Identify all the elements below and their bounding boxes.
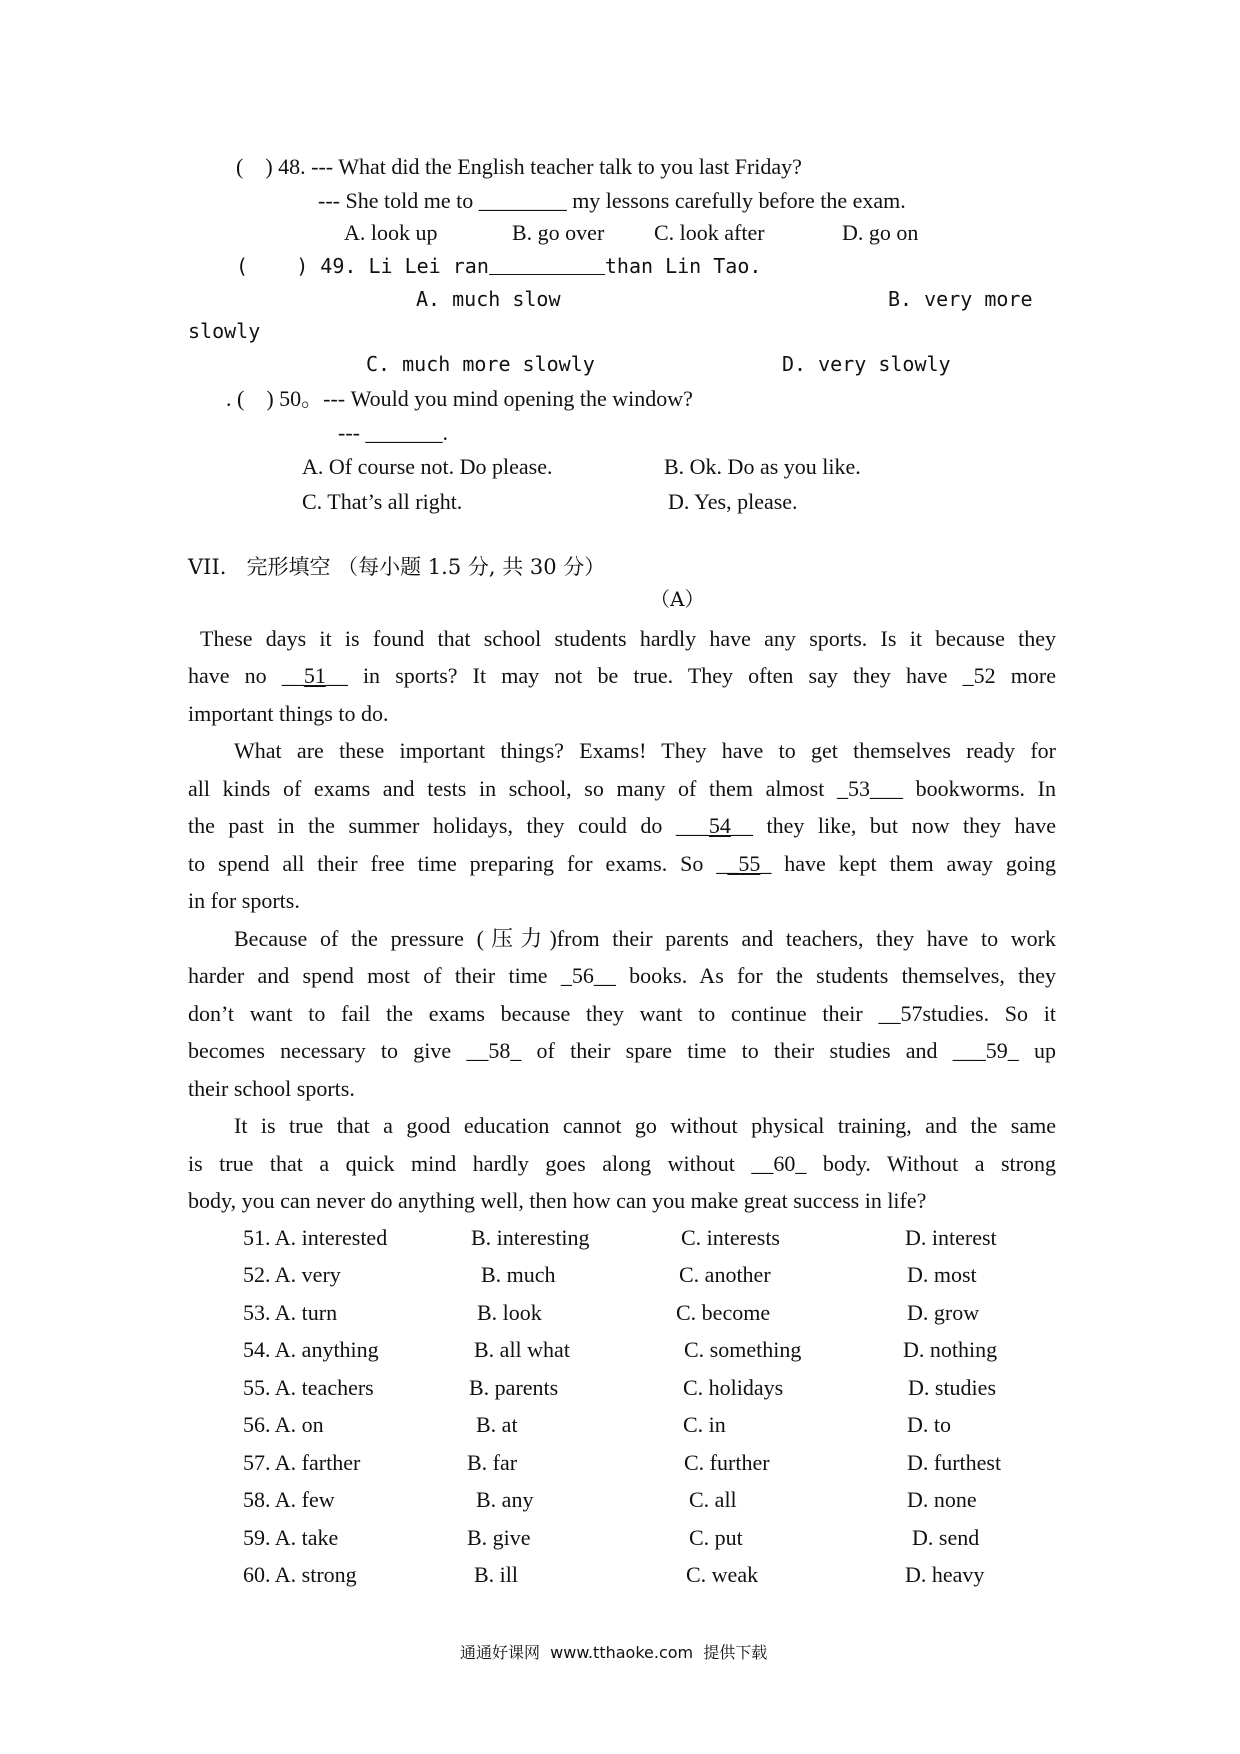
q49-option-b-wrap: slowly bbox=[188, 319, 261, 343]
option-57-b: B. far bbox=[467, 1450, 518, 1475]
option-60-d: D. heavy bbox=[905, 1562, 985, 1587]
option-56-d: D. to bbox=[907, 1412, 951, 1437]
passage-line: important things to do. bbox=[188, 701, 389, 726]
option-55-d: D. studies bbox=[908, 1375, 996, 1400]
option-59-b: B. give bbox=[467, 1525, 531, 1550]
option-59-a: 59. A. take bbox=[243, 1525, 339, 1550]
option-53-d: D. grow bbox=[907, 1300, 980, 1325]
option-57-c: C. further bbox=[684, 1450, 770, 1475]
q50-answer-line: --- _______. bbox=[338, 420, 448, 445]
q50-option-d: D. Yes, please. bbox=[668, 489, 798, 514]
passage-line: These days it is found that school students hardly have any sports. Is it because they bbox=[200, 626, 1056, 651]
q49-prefix: ( ) 49. Li Lei ran bbox=[236, 254, 489, 278]
q50-option-a: A. Of course not. Do please. bbox=[302, 454, 553, 479]
option-54-b: B. all what bbox=[474, 1337, 570, 1362]
option-60-c: C. weak bbox=[686, 1562, 759, 1587]
q49-option-b: B. very more bbox=[888, 287, 1033, 311]
option-52-d: D. most bbox=[907, 1262, 977, 1287]
option-51-a: 51. A. interested bbox=[243, 1225, 388, 1250]
passage-line: the past in the summer holidays, they could do ___54__ they like, but now they have bbox=[188, 813, 1056, 838]
option-58-b: B. any bbox=[476, 1487, 534, 1512]
passage-line: harder and spend most of their time _56__ books. As for the students themselves, they bbox=[188, 963, 1056, 988]
option-55-a: 55. A. teachers bbox=[243, 1375, 374, 1400]
page-footer: 通通好课网 www.tthaoke.com 提供下载 bbox=[460, 1643, 768, 1662]
passage-line: It is true that a good education cannot go without physical training, and the same bbox=[234, 1113, 1056, 1138]
option-59-d: D. send bbox=[912, 1525, 980, 1550]
passage-line: Because of the pressure (压力)from their parents and teachers, they have to work bbox=[234, 926, 1056, 951]
q48-answer-line: --- She told me to ________ my lessons carefully before the exam. bbox=[318, 188, 906, 213]
section-heading: VII. 完形填空 （每小题 1.5 分, 共 30 分） bbox=[188, 555, 606, 579]
option-53-b: B. look bbox=[477, 1300, 542, 1325]
q48-option-b: B. go over bbox=[512, 220, 605, 245]
passage-line: don’t want to fail the exams because they want to continue their __57studies. So it bbox=[188, 1001, 1056, 1026]
q48-option-d: D. go on bbox=[842, 220, 919, 245]
option-56-c: C. in bbox=[683, 1412, 726, 1437]
q49-option-c: C. much more slowly bbox=[366, 352, 595, 376]
passage-line: all kinds of exams and tests in school, so many of them almost _53___ bookworms. In bbox=[188, 776, 1056, 801]
option-58-a: 58. A. few bbox=[243, 1487, 335, 1512]
q50-option-b: B. Ok. Do as you like. bbox=[664, 454, 861, 479]
option-53-c: C. become bbox=[676, 1300, 771, 1325]
q49-option-d: D. very slowly bbox=[782, 352, 951, 376]
option-57-a: 57. A. farther bbox=[243, 1450, 361, 1475]
q48-option-c: C. look after bbox=[654, 220, 765, 245]
option-51-c: C. interests bbox=[681, 1225, 780, 1250]
q49-option-a: A. much slow bbox=[416, 287, 561, 311]
passage-line: in for sports. bbox=[188, 888, 300, 913]
q49-blank bbox=[489, 252, 605, 275]
option-51-b: B. interesting bbox=[471, 1225, 590, 1250]
option-55-b: B. parents bbox=[469, 1375, 559, 1400]
passage-line: becomes necessary to give __58_ of their spare time to their studies and ___59_ up bbox=[188, 1038, 1056, 1063]
q48-question: ( ) 48. --- What did the English teacher talk to you last Friday? bbox=[236, 154, 802, 179]
passage-line: is true that a quick mind hardly goes along without __60_ body. Without a strong bbox=[188, 1151, 1056, 1176]
q49-suffix: than Lin Tao. bbox=[604, 254, 762, 278]
q50-question: . ( ) 50。--- Would you mind opening the window? bbox=[226, 386, 693, 411]
option-51-d: D. interest bbox=[905, 1225, 997, 1250]
option-55-c: C. holidays bbox=[683, 1375, 784, 1400]
option-54-d: D. nothing bbox=[903, 1337, 998, 1362]
option-52-a: 52. A. very bbox=[243, 1262, 341, 1287]
passage-line: their school sports. bbox=[188, 1076, 355, 1101]
option-56-a: 56. A. on bbox=[243, 1412, 324, 1437]
passage-line: to spend all their free time preparing for exams. So __55_ have kept them away going bbox=[188, 851, 1056, 876]
option-52-b: B. much bbox=[481, 1262, 556, 1287]
q48-option-a: A. look up bbox=[344, 220, 438, 245]
passage-line: What are these important things? Exams! They have to get themselves ready for bbox=[234, 738, 1056, 763]
blank-51: 51 bbox=[303, 663, 326, 688]
option-54-a: 54. A. anything bbox=[243, 1337, 379, 1362]
option-58-d: D. none bbox=[907, 1487, 977, 1512]
option-57-d: D. furthest bbox=[907, 1450, 1002, 1475]
blank-55: _55 bbox=[727, 851, 761, 876]
q49-question bbox=[236, 251, 761, 281]
option-59-c: C. put bbox=[689, 1525, 743, 1550]
passage-line: have no __51__ in sports? It may not be true. They often say they have _52 more bbox=[188, 663, 1057, 688]
option-60-b: B. ill bbox=[474, 1562, 519, 1587]
option-60-a: 60. A. strong bbox=[243, 1562, 357, 1587]
option-52-c: C. another bbox=[679, 1262, 771, 1287]
section-subheading: （A） bbox=[650, 587, 705, 611]
option-53-a: 53. A. turn bbox=[243, 1300, 338, 1325]
q50-option-c: C. That’s all right. bbox=[302, 489, 463, 514]
passage-line: body, you can never do anything well, then how can you make great success in life? bbox=[188, 1188, 927, 1213]
option-56-b: B. at bbox=[476, 1412, 518, 1437]
option-54-c: C. something bbox=[684, 1337, 802, 1362]
blank-54: 54 bbox=[708, 813, 731, 838]
option-58-c: C. all bbox=[689, 1487, 737, 1512]
